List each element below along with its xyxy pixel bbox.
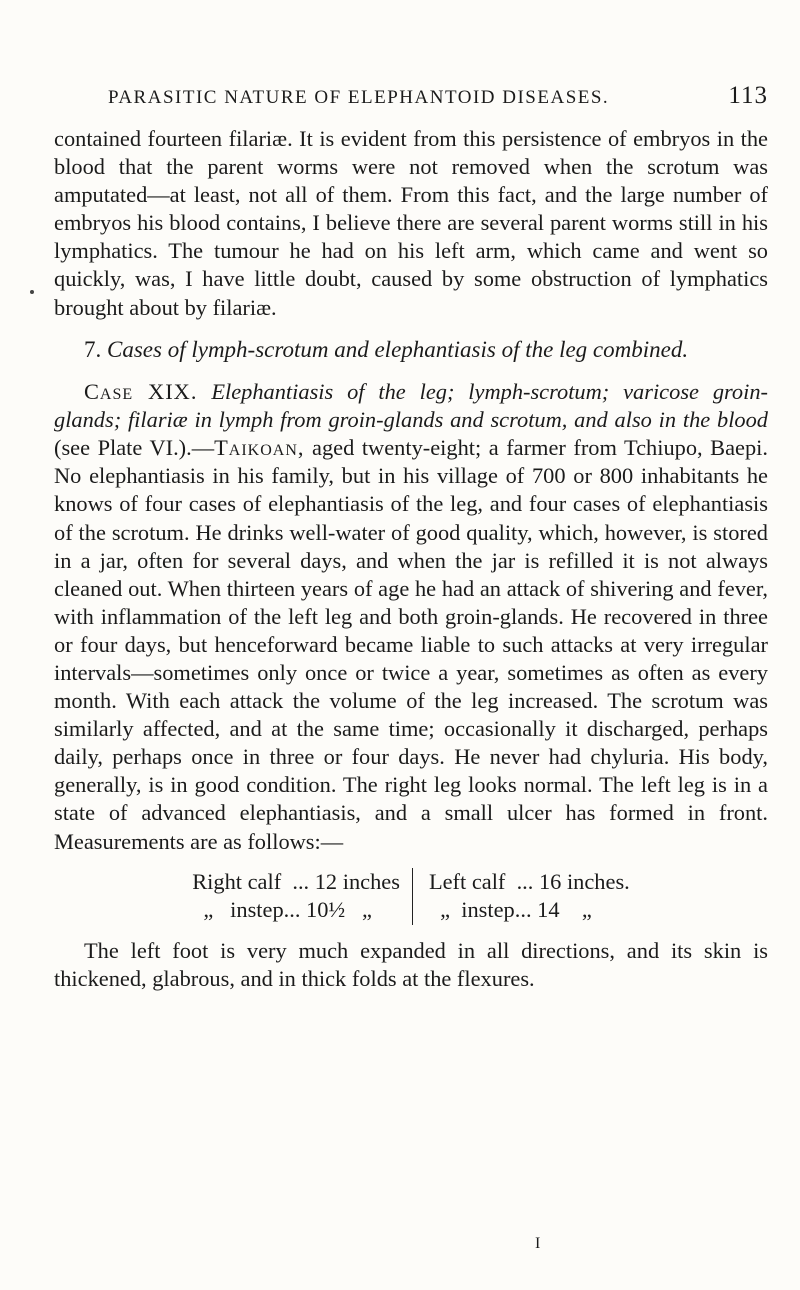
patient-name: Taikoan, [214,435,305,461]
measurement-row: Left calf ... 16 inches. [428,868,630,894]
paragraph-continuation: contained fourteen filariæ. It is evident from this persistence of embryos in the blood that the parent worms were not removed when the scrotum was amputated—at least, not all of them. From this fact, and the large number of embryos his blood contains, I believe there are several parent worms still in his lymphatics. The tumour he had on his left arm, which came and went so quickly, was, I have little doubt, caused by some obstruction of lymphatics brought about by filariæ. [54,126,768,320]
measurement-row: „ instep... 10½ „ [192,897,372,923]
margin-mark [30,290,34,294]
signature-mark: I [535,1235,542,1252]
case-title: Elephantiasis of the leg; lymph-scrotum; varicose groin-glands; filariæ in lymph from groin-glands and scrotum, and also in the blood [54,379,768,433]
running-head [108,82,768,110]
case-label: Case XIX. [84,379,198,405]
plate-reference: (see Plate VI.).— [54,435,215,461]
running-title: PARASITIC NATURE OF ELEPHANTOID DISEASES. [108,87,610,108]
measurement-row: „ instep... 14 „ [428,897,592,923]
measurement-row: Right calf ... 12 inches [192,868,400,894]
section-number: 7. [84,336,102,362]
case-paragraph [54,378,768,856]
measurements-right-column [178,868,413,925]
body-text [54,125,768,993]
section-heading [54,336,768,364]
measurements-table [54,868,768,925]
case-text: aged twenty-eight; a farmer from Tchiupo, Baepi. No elephantiasis in his family, but in his village of 700 or 800 inhabitants he knows of four cases of elephantiasis of the leg, and four cases of elephantiasis of the scrotum. He drinks well-water of good quality, which, however, is stored in a jar, often for several days, and when the jar is refilled it is not always cleaned out. When thirteen years of age he had an attack of shivering and fever, with inflammation of the left leg and both groin-glands. He recovered in three or four days, but henceforward became liable to such attacks at very irregular intervals—sometimes only once or twice a year, sometimes as often as every month. With each attack the volume of the leg increased. The scrotum was similarly affected, and at the same time; occasionally it discharged, perhaps daily, perhaps once in three or four days. He never had chyluria. His body, generally, is in good condition. The right leg looks normal. The left leg is in a state of advanced elephantiasis, and a small ulcer has formed in front. Measurements are as follows:— [54,435,769,854]
section-title: Cases of lymph-scrotum and elephantiasis of the leg combined. [107,336,689,362]
paragraph-final: The left foot is very much expanded in all directions, and its skin is thickened, glabrous, and in thick folds at the flexures. [54,937,768,991]
measurements-left-column [413,868,644,925]
page-number: 113 [728,82,768,109]
